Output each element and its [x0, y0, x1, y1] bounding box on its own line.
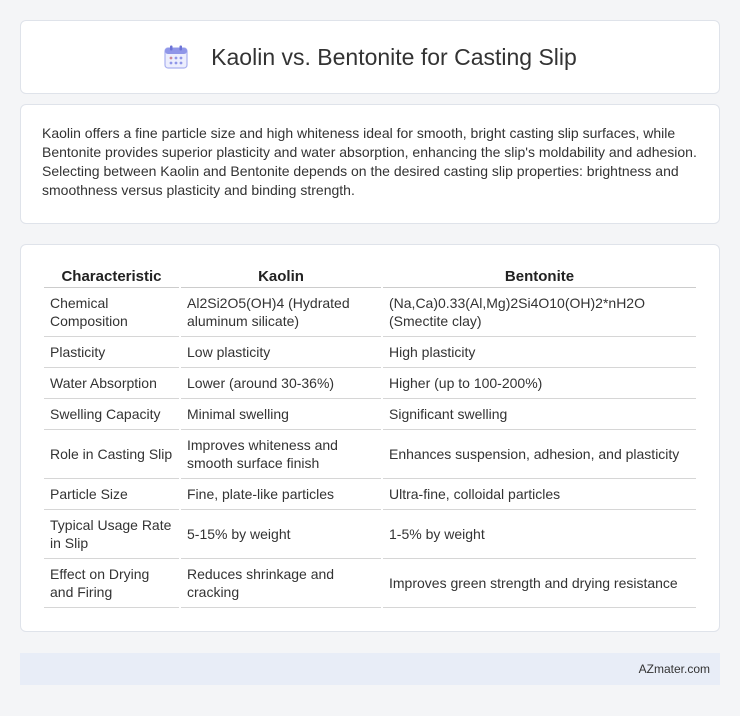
page-title	[163, 44, 577, 71]
table-row	[44, 510, 696, 559]
intro-text: Kaolin offers a fine particle size and high whiteness ideal for smooth, bright casting slip surfaces, while Bentonite provides superior plasticity and water absorption, enhancing the slip's moldability and adhesion. Selecting between Kaolin and Bentonite depends on the desired casting slip properties: brightness and smoothness versus plasticity and binding strength.	[42, 125, 697, 198]
cell-kaolin: 5-15% by weight	[181, 510, 381, 559]
cell-kaolin: Fine, plate-like particles	[181, 479, 381, 510]
cell-kaolin: Low plasticity	[181, 337, 381, 368]
footer-text: AZmater.com	[638, 662, 710, 676]
table-row	[44, 337, 696, 368]
cell-kaolin: Minimal swelling	[181, 399, 381, 430]
table-header-row	[44, 265, 696, 288]
header-characteristic: Characteristic	[44, 265, 179, 288]
cell-bentonite: Enhances suspension, adhesion, and plasticity	[383, 430, 696, 479]
cell-kaolin: Reduces shrinkage and cracking	[181, 559, 381, 608]
cell-bentonite: (Na,Ca)0.33(Al,Mg)2Si4O10(OH)2*nH2O (Smectite clay)	[383, 288, 696, 337]
cell-characteristic: Plasticity	[44, 337, 179, 368]
page-title-text: Kaolin vs. Bentonite for Casting Slip	[211, 43, 577, 70]
table-row	[44, 288, 696, 337]
cell-kaolin: Al2Si2O5(OH)4 (Hydrated aluminum silicate)	[181, 288, 381, 337]
comparison-table	[42, 265, 698, 608]
cell-characteristic: Chemical Composition	[44, 288, 179, 337]
cell-bentonite: High plasticity	[383, 337, 696, 368]
table-row	[44, 559, 696, 608]
header-kaolin: Kaolin	[181, 265, 381, 288]
intro-card	[20, 104, 720, 224]
calendar-icon	[163, 44, 189, 70]
cell-kaolin: Improves whiteness and smooth surface finish	[181, 430, 381, 479]
cell-characteristic: Swelling Capacity	[44, 399, 179, 430]
cell-characteristic: Typical Usage Rate in Slip	[44, 510, 179, 559]
cell-characteristic: Effect on Drying and Firing	[44, 559, 179, 608]
table-row	[44, 368, 696, 399]
cell-bentonite: Improves green strength and drying resistance	[383, 559, 696, 608]
header-bentonite: Bentonite	[383, 265, 696, 288]
table-card	[20, 244, 720, 632]
table-row	[44, 479, 696, 510]
cell-characteristic: Role in Casting Slip	[44, 430, 179, 479]
table-row	[44, 430, 696, 479]
title-card	[20, 20, 720, 94]
cell-bentonite: Significant swelling	[383, 399, 696, 430]
cell-characteristic: Water Absorption	[44, 368, 179, 399]
footer	[20, 653, 720, 685]
table-row	[44, 399, 696, 430]
cell-bentonite: Ultra-fine, colloidal particles	[383, 479, 696, 510]
cell-bentonite: Higher (up to 100-200%)	[383, 368, 696, 399]
cell-characteristic: Particle Size	[44, 479, 179, 510]
cell-bentonite: 1-5% by weight	[383, 510, 696, 559]
cell-kaolin: Lower (around 30-36%)	[181, 368, 381, 399]
